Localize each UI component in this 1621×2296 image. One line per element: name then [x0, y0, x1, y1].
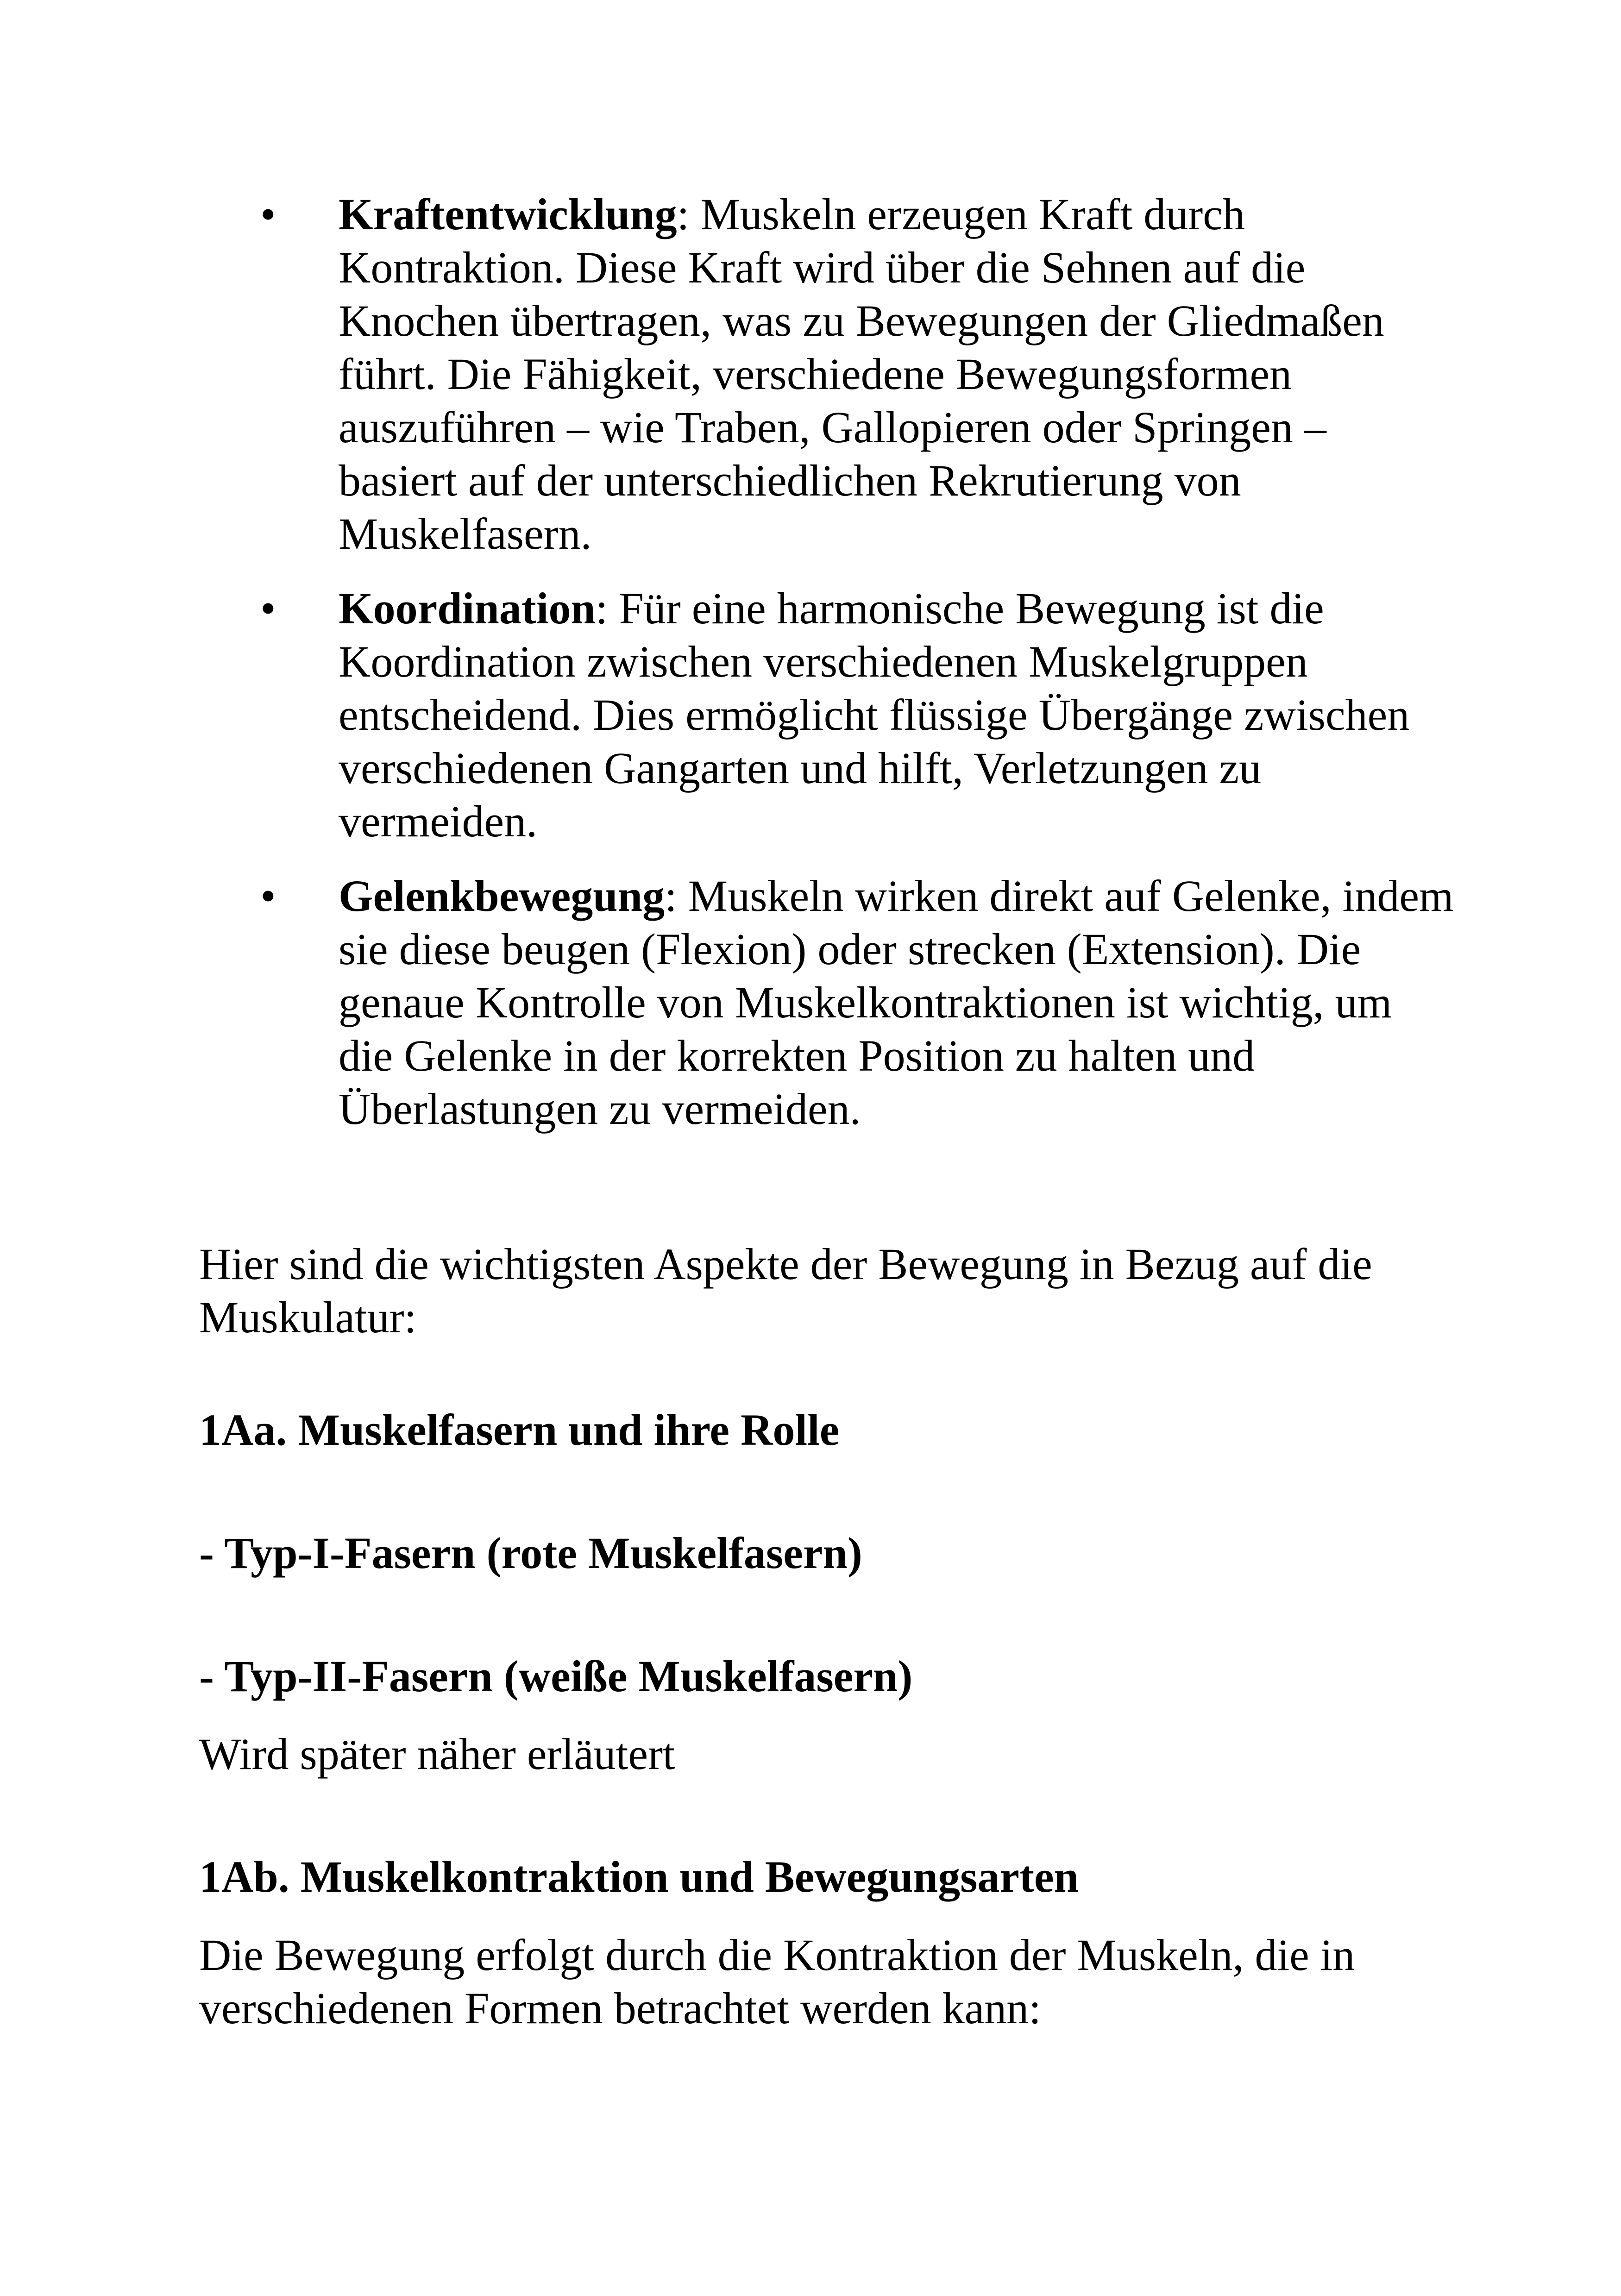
bullet-text — [339, 582, 1455, 848]
bullet-text — [339, 869, 1455, 1135]
note-later-paragraph: Wird später näher erläutert — [199, 1729, 675, 1779]
bullet-term: Koordination — [339, 583, 596, 633]
bullet-description: : Muskeln erzeugen Kraft durch Kontraktion. Diese Kraft wird über die Sehnen auf die Knochen übertragen, was zu Bewegungen der Gliedmaßen führt. Die Fähigkeit, verschiedene Bewegungsformen auszuführen – wie Traben, Gallopieren oder Springen – basiert auf der unterschiedlichen Rekrutierung von Muskelfasern. — [339, 189, 1384, 558]
bullet-description: : Muskeln wirken direkt auf Gelenke, indem sie diese beugen (Flexion) oder strecken (Extension). Die genaue Kontrolle von Muskelkontraktionen ist wichtig, um die Gelenke in der korrekten Position zu halten und Überlastungen zu vermeiden. — [339, 871, 1454, 1134]
heading-typ-2-fasern: - Typ-II-Fasern (weiße Muskelfasern) — [199, 1651, 913, 1701]
bullet-icon: • — [260, 189, 276, 239]
bullet-list — [0, 188, 1621, 1157]
bullet-item-koordination — [0, 582, 1621, 848]
heading-muskelkontraktion: 1Ab. Muskelkontraktion und Bewegungsarten — [199, 1852, 1079, 1901]
closing-paragraph: Die Bewegung erfolgt durch die Kontraktion der Muskeln, die in verschiedenen Formen betrachtet werden kann: — [199, 1930, 1355, 2033]
bullet-description: : Für eine harmonische Bewegung ist die Koordination zwischen verschiedenen Muskelgruppen entscheidend. Dies ermöglicht flüssige Übergänge zwischen verschiedenen Gangarten und hilft, Verletzungen zu vermeiden. — [339, 583, 1410, 846]
bullet-item-gelenkbewegung — [0, 869, 1621, 1135]
bullet-item-kraftentwicklung — [0, 188, 1621, 560]
bullet-term: Gelenkbewegung — [339, 871, 665, 921]
bullet-icon: • — [260, 583, 276, 633]
bullet-text — [339, 188, 1455, 560]
bullet-icon: • — [260, 871, 276, 921]
intro-paragraph: Hier sind die wichtigsten Aspekte der Bewegung in Bezug auf die Muskulatur: — [199, 1239, 1372, 1342]
heading-typ-1-fasern: - Typ-I-Fasern (rote Muskelfasern) — [199, 1528, 862, 1578]
heading-muskelfasern: 1Aa. Muskelfasern und ihre Rolle — [199, 1405, 840, 1455]
bullet-term: Kraftentwicklung — [339, 189, 677, 239]
